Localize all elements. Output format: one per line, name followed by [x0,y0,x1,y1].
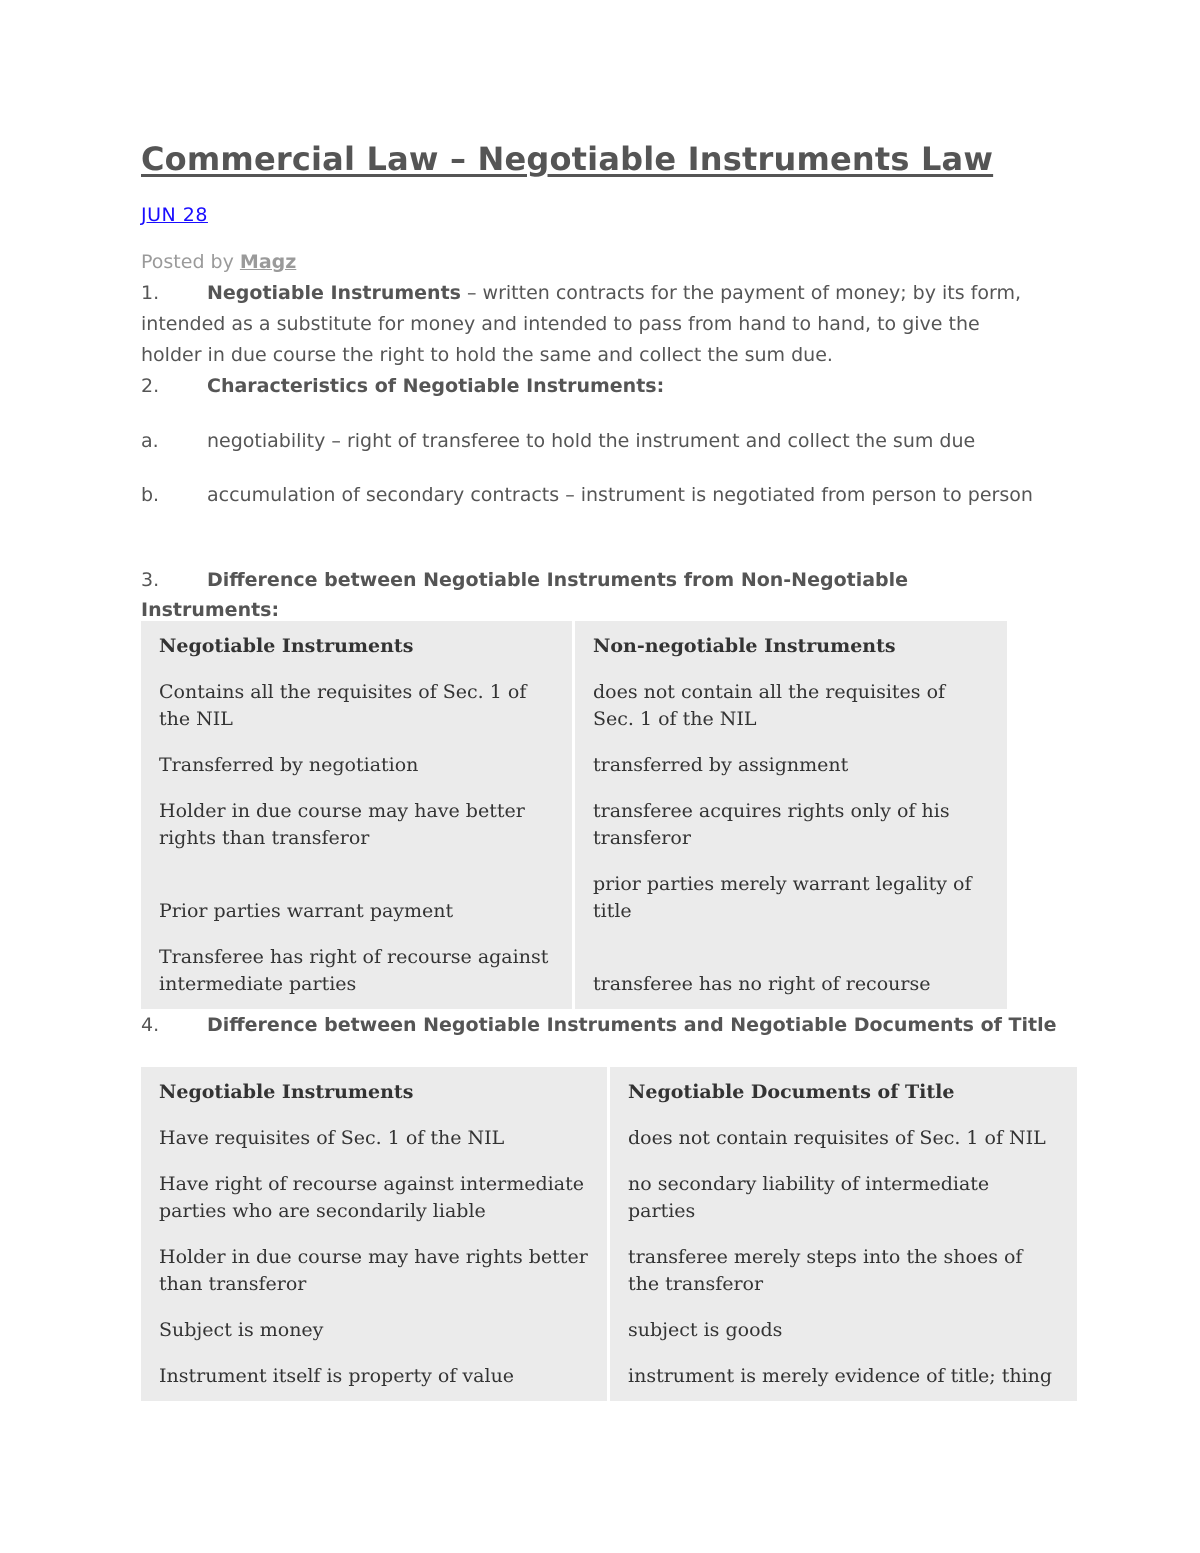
item-text: accumulation of secondary contracts – instrument is negotiated from person to person [207,484,1033,506]
item-4 [141,1010,1061,1040]
item-number: 4. [141,1014,160,1036]
item-heading: Difference between Negotiable Instruments and Negotiable Documents of Title [207,1014,1057,1036]
table-cell: Have right of recourse against intermediate parties who are secondarily liable [141,1163,607,1236]
item-heading: Characteristics of Negotiable Instruments: [207,375,665,397]
post-date-link[interactable]: JUN 28 [141,204,208,226]
table-cell: subject is goods [610,1309,1077,1355]
item-b [141,480,1041,511]
byline [141,251,296,273]
table-header-cell: Negotiable Instruments [141,621,572,671]
table-header-cell: Non-negotiable Instruments [575,621,1007,671]
table-cell: transferee merely steps into the shoes of the transferor [610,1236,1077,1309]
table-header-cell: Negotiable Instruments [141,1067,607,1117]
table-cell: does not contain all the requisites of Sec. 1 of the NIL [575,671,1007,744]
table-row [141,790,1007,863]
table-row [141,936,1007,1009]
table-cell: transferee acquires rights only of his transferor [575,790,1007,863]
table-cell: prior parties merely warrant legality of title [575,863,1007,936]
table-row [141,744,1007,790]
posted-by-label: Posted by [141,251,234,273]
table-cell: Prior parties warrant payment [141,863,572,936]
table-header-row [141,621,1007,671]
item-letter: a. [141,430,159,452]
table-cell: Contains all the requisites of Sec. 1 of the NIL [141,671,572,744]
table-cell: Holder in due course may have rights better than transferor [141,1236,607,1309]
table-cell: Subject is money [141,1309,607,1355]
table-cell: transferred by assignment [575,744,1007,790]
comparison-table-1 [138,621,1010,1009]
table-row [141,1309,1077,1355]
table-cell: Transferee has right of recourse against intermediate parties [141,936,572,1009]
table-row [141,1117,1077,1163]
item-3 [141,565,1041,625]
page-title: Commercial Law – Negotiable Instruments Law [141,140,994,178]
item-1 [141,278,1041,371]
item-heading: Difference between Negotiable Instruments from Non-Negotiable Instruments: [141,569,909,621]
table-cell: Have requisites of Sec. 1 of the NIL [141,1117,607,1163]
table-row [141,1236,1077,1309]
table-row [141,1163,1077,1236]
table-cell: transferee has no right of recourse [575,936,1007,1009]
item-letter: b. [141,484,160,506]
item-number: 2. [141,375,160,397]
author-link[interactable]: Magz [239,251,297,273]
table-row [141,671,1007,744]
table-row [141,863,1007,936]
table-cell: Holder in due course may have better rights than transferor [141,790,572,863]
table-header-cell: Negotiable Documents of Title [610,1067,1077,1117]
table-header-row [141,1067,1077,1117]
table-row [141,1355,1077,1401]
item-2 [141,371,1041,402]
comparison-table-2 [138,1067,1080,1401]
item-heading: Negotiable Instruments [207,282,461,304]
table-cell: Instrument itself is property of value [141,1355,607,1401]
item-text: – written contracts for the payment of money; by its form, intended as a substitute for money and intended to pass from hand to hand, to give the holder in due course the right to hold the same and collect the sum due. [141,282,1022,366]
table-cell: does not contain requisites of Sec. 1 of NIL [610,1117,1077,1163]
table-cell: no secondary liability of intermediate parties [610,1163,1077,1236]
item-number: 3. [141,569,160,591]
table-cell: Transferred by negotiation [141,744,572,790]
table-cell: instrument is merely evidence of title; thing [610,1355,1077,1401]
item-text: negotiability – right of transferee to hold the instrument and collect the sum due [207,430,976,452]
item-a [141,426,1041,457]
item-number: 1. [141,282,160,304]
